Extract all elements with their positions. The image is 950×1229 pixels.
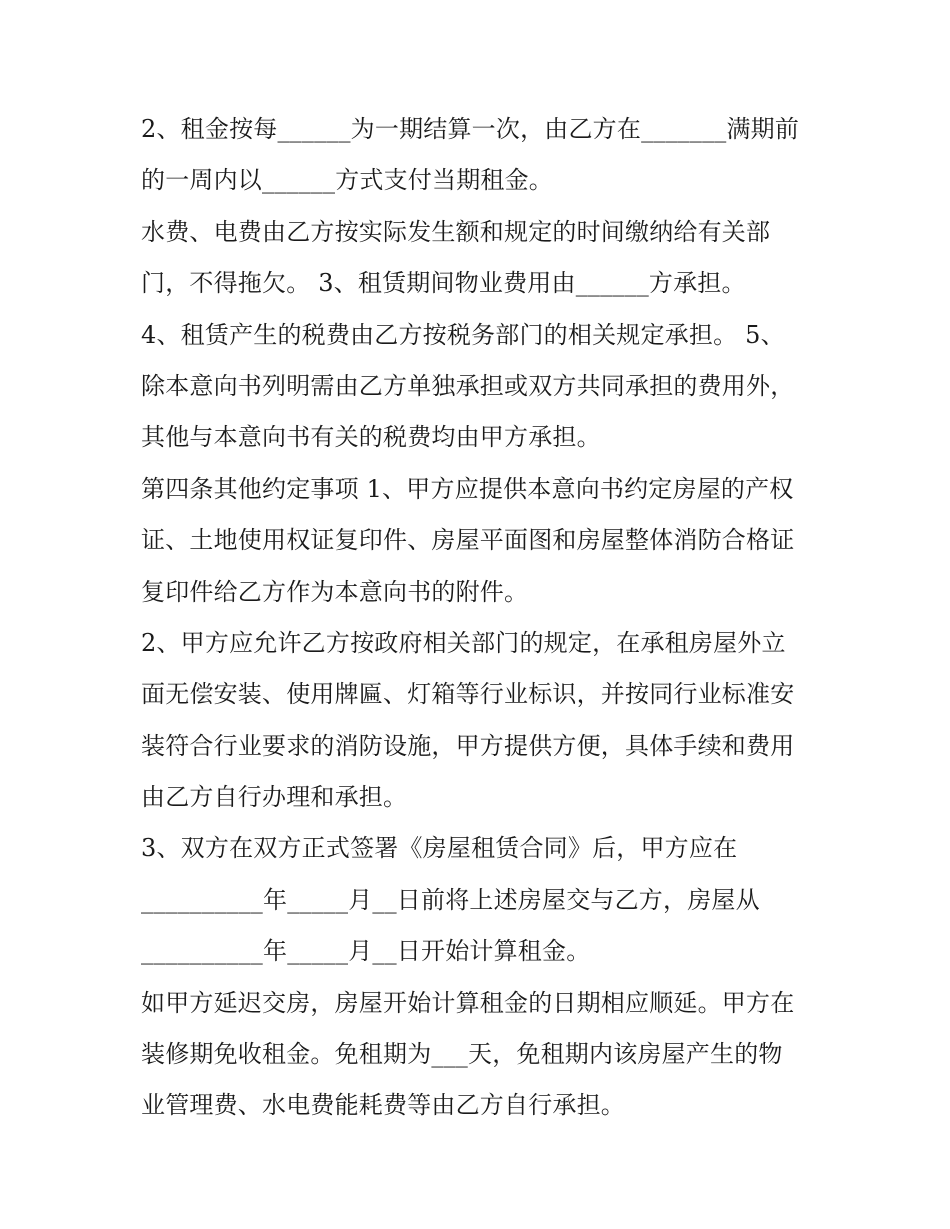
text-line: 的一周内以______方式支付当期租金。: [141, 166, 553, 195]
text-line: 面无偿安装、使用牌匾、灯箱等行业标识，并按同行业标准安: [141, 680, 795, 709]
text-line: __________年_____月__日前将上述房屋交与乙方，房屋从: [141, 885, 760, 914]
text-line: 2、甲方应允许乙方按政府相关部门的规定，在承租房屋外立: [141, 628, 786, 657]
text-line: 其他与本意向书有关的税费均由甲方承担。: [141, 423, 601, 452]
text-line: 4、租赁产生的税费由乙方按税务部门的相关规定承担。 5、: [141, 320, 785, 349]
text-line: 如甲方延迟交房，房屋开始计算租金的日期相应顺延。甲方在: [141, 988, 795, 1017]
document-body: [141, 104, 821, 1132]
text-line: 3、双方在双方正式签署《房屋租赁合同》后，甲方应在: [141, 834, 738, 863]
text-line: 证、土地使用权证复印件、房屋平面图和房屋整体消防合格证: [141, 526, 795, 555]
text-line: 第四条其他约定事项 1、甲方应提供本意向书约定房屋的产权: [141, 474, 794, 503]
text-line: __________年_____月__日开始计算租金。: [141, 937, 591, 966]
text-line: 水费、电费由乙方按实际发生额和规定的时间缴纳给有关部: [141, 217, 771, 246]
text-line: 门，不得拖欠。 3、租赁期间物业费用由______方承担。: [141, 269, 746, 298]
text-line: 复印件给乙方作为本意向书的附件。: [141, 577, 529, 606]
text-line: 业管理费、水电费能耗费等由乙方自行承担。: [141, 1091, 625, 1120]
text-line: 装符合行业要求的消防设施，甲方提供方便，具体手续和费用: [141, 731, 795, 760]
text-line: 由乙方自行办理和承担。: [141, 783, 408, 812]
text-line: 除本意向书列明需由乙方单独承担或双方共同承担的费用外，: [141, 371, 795, 400]
text-line: 装修期免收租金。免租期为___天，免租期内该房屋产生的物: [141, 1040, 783, 1069]
text-line: 2、租金按每______为一期结算一次，由乙方在_______满期前: [141, 115, 800, 143]
